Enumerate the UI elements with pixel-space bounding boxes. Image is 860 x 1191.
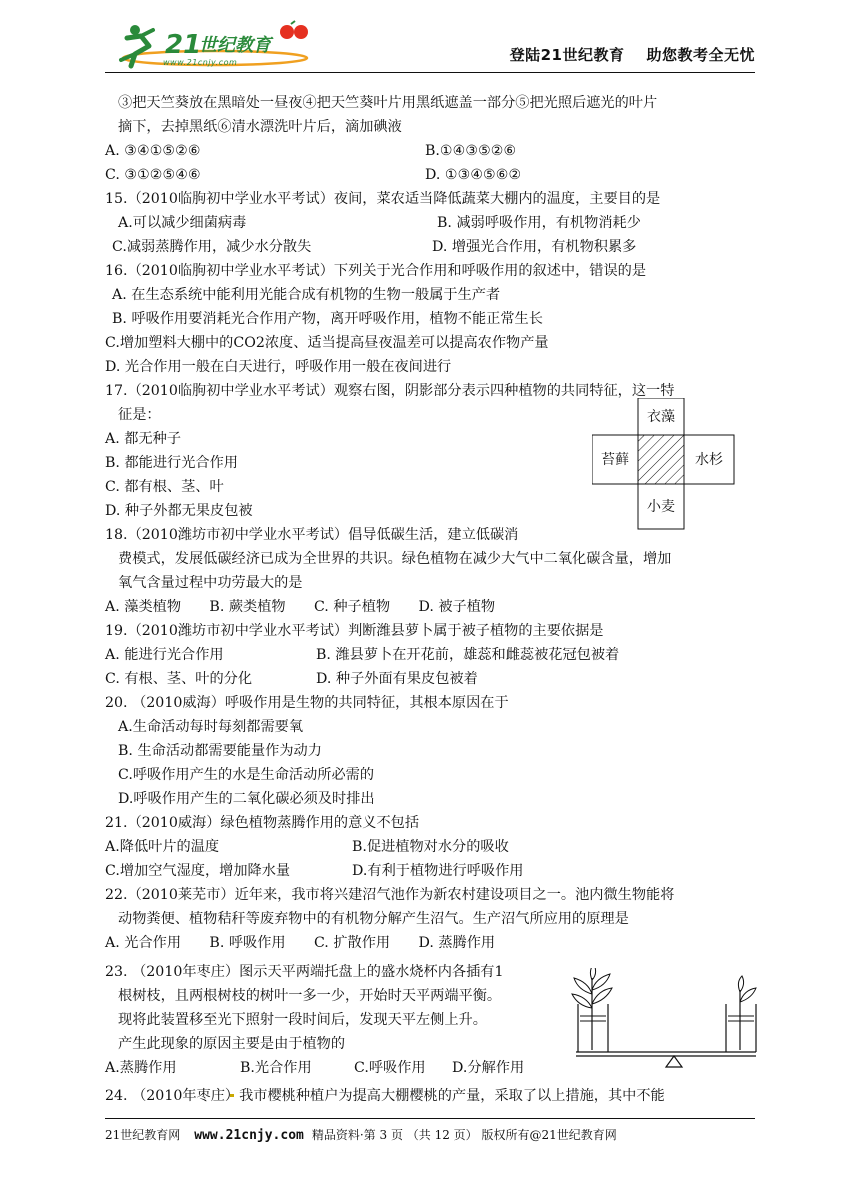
options-row: A. 藻类植物 B. 蕨类植物 C. 种子植物 D. 被子植物 — [105, 599, 496, 615]
site-logo — [105, 20, 315, 72]
plant-cross-figure — [592, 398, 767, 533]
header-site: 登陆21世纪教育 — [509, 46, 625, 64]
question-17: 17.（2010临朐初中学业水平考试）观察右图，阴影部分表示四种植物的共同特征，这一特 — [105, 383, 675, 399]
option: A.生命活动每时每刻都需要氧 — [118, 719, 304, 735]
option: D. ①③④⑤⑥② — [425, 167, 522, 183]
option: D. 种子外都无果皮包被 — [105, 503, 253, 519]
text-line: 根树枝，且两根树枝的树叶一多一少，开始时天平两端平衡。 — [118, 988, 502, 1004]
footer-url[interactable]: www.21cnjy.com — [194, 1128, 304, 1143]
footer-rule — [105, 1118, 755, 1119]
question-24: 24. （2010年枣庄）我市樱桃种植户为提高大棚樱桃的产量，采取了以上措施，其中不能 — [105, 1088, 665, 1104]
header-slogan — [510, 44, 755, 65]
option: C.减弱蒸腾作用，减少水分散失 — [112, 239, 312, 255]
option: B. 生命活动都需要能量作为动力 — [118, 743, 322, 759]
header-motto: 助您教考全无忧 — [646, 46, 755, 64]
option: A. 都无种子 — [105, 431, 182, 447]
option: B. 呼吸作用要消耗光合作用产物，离开呼吸作用，植物不能正常生长 — [112, 311, 543, 327]
question-22: 22.（2010莱芜市）近年来，我市将兴建沼气池作为新农村建设项目之一。池内微生物能将 — [105, 887, 675, 903]
text-line: ③把天竺葵放在黑暗处一昼夜④把天竺葵叶片用黑纸遮盖一部分⑤把光照后遮光的叶片 — [118, 95, 658, 111]
option: C.呼吸作用产生的水是生命活动所必需的 — [118, 767, 375, 783]
option: A.蒸腾作用 — [105, 1060, 177, 1076]
page-header — [105, 20, 755, 72]
svg-text:世纪教育: 世纪教育 — [199, 35, 271, 56]
cross-label-left: 苔藓 — [601, 452, 629, 468]
option: C.增加空气湿度，增加降水量 — [105, 863, 291, 879]
logo-url: www.21cnjy.com — [163, 58, 238, 67]
option: A. 在生态系统中能利用光能合成有机物的生物一般属于生产者 — [112, 287, 501, 303]
page-footer — [105, 1126, 617, 1143]
option: C.呼吸作用 — [354, 1060, 426, 1076]
question-23: 23. （2010年枣庄）图示天平两端托盘上的盛水烧杯内各插有1 — [105, 964, 504, 980]
option: B. 潍县萝卜在开花前，雄蕊和雌蕊被花冠包被着 — [316, 647, 620, 663]
option: B.促进植物对水分的吸收 — [352, 839, 509, 855]
question-19: 19.（2010潍坊市初中学业水平考试）判断潍县萝卜属于被子植物的主要依据是 — [105, 623, 604, 639]
footer-site: 21世纪教育网 — [105, 1128, 181, 1142]
option: C. 有根、茎、叶的分化 — [105, 671, 253, 687]
question-21: 21.（2010威海）绿色植物蒸腾作用的意义不包括 — [105, 815, 420, 831]
cross-label-right: 水杉 — [695, 452, 723, 468]
question-16: 16.（2010临朐初中学业水平考试）下列关于光合作用和呼吸作用的叙述中，错误的是 — [105, 263, 647, 279]
option: B. 都能进行光合作用 — [105, 455, 238, 471]
question-20: 20. （2010威海）呼吸作用是生物的共同特征，其根本原因在于 — [105, 695, 509, 711]
option: D. 增强光合作用，有机物积累多 — [432, 239, 637, 255]
cross-label-bottom: 小麦 — [647, 499, 675, 515]
option: A. ③④①⑤②⑥ — [105, 143, 201, 159]
text-line: 动物粪便、植物秸秆等废弃物中的有机物分解产生沼气。生产沼气所应用的原理是 — [118, 911, 629, 927]
option: A.可以减少细菌病毒 — [118, 215, 247, 231]
options-row: A. 光合作用 B. 呼吸作用 C. 扩散作用 D. 蒸腾作用 — [105, 935, 496, 951]
svg-text:21: 21 — [165, 30, 202, 60]
option: B. 减弱呼吸作用，有机物消耗少 — [437, 215, 641, 231]
footer-page-info: 精品资料·第 3 页 （共 12 页） 版权所有@21世纪教育网 — [311, 1128, 617, 1142]
question-15: 15.（2010临朐初中学业水平考试）夜间，菜农适当降低蔬菜大棚内的温度，主要目的是 — [105, 191, 661, 207]
text-line: 摘下，去掉黑纸⑥清水漂洗叶片后，滴加碘液 — [118, 119, 402, 135]
option: A.降低叶片的温度 — [105, 839, 220, 855]
option: B.①④③⑤②⑥ — [425, 143, 517, 159]
text-line: 现将此装置移至光下照射一段时间后，发现天平左侧上升。 — [118, 1012, 487, 1028]
balance-figure — [566, 968, 766, 1068]
question-18: 18.（2010潍坊市初中学业水平考试）倡导低碳生活，建立低碳消 — [105, 527, 519, 543]
text-line: 征是： — [118, 407, 161, 423]
option: A. 能进行光合作用 — [105, 647, 224, 663]
option: C. ③①②⑤④⑥ — [105, 167, 201, 183]
text-line: 氧气含量过程中功劳最大的是 — [118, 575, 303, 591]
text-line: 产生此现象的原因主要是由于植物的 — [118, 1036, 346, 1052]
text-line: 费模式，发展低碳经济已成为全世界的共识。绿色植物在减少大气中二氧化碳含量，增加 — [118, 551, 672, 567]
option: D.分解作用 — [452, 1060, 525, 1076]
option: C. 都有根、茎、叶 — [105, 479, 224, 495]
option: D. 种子外面有果皮包被着 — [316, 671, 478, 687]
option: D.有利于植物进行呼吸作用 — [352, 863, 524, 879]
cross-label-top: 衣藻 — [647, 409, 675, 425]
option: C.增加塑料大棚中的CO2浓度、适当提高昼夜温差可以提高农作物产量 — [105, 335, 549, 351]
balance-drawing — [566, 968, 766, 1068]
option: D.呼吸作用产生的二氧化碳必须及时排出 — [118, 791, 375, 807]
option: D. 光合作用一般在白天进行，呼吸作用一般在夜间进行 — [105, 359, 452, 375]
header-rule — [105, 72, 755, 73]
option: B.光合作用 — [240, 1060, 312, 1076]
